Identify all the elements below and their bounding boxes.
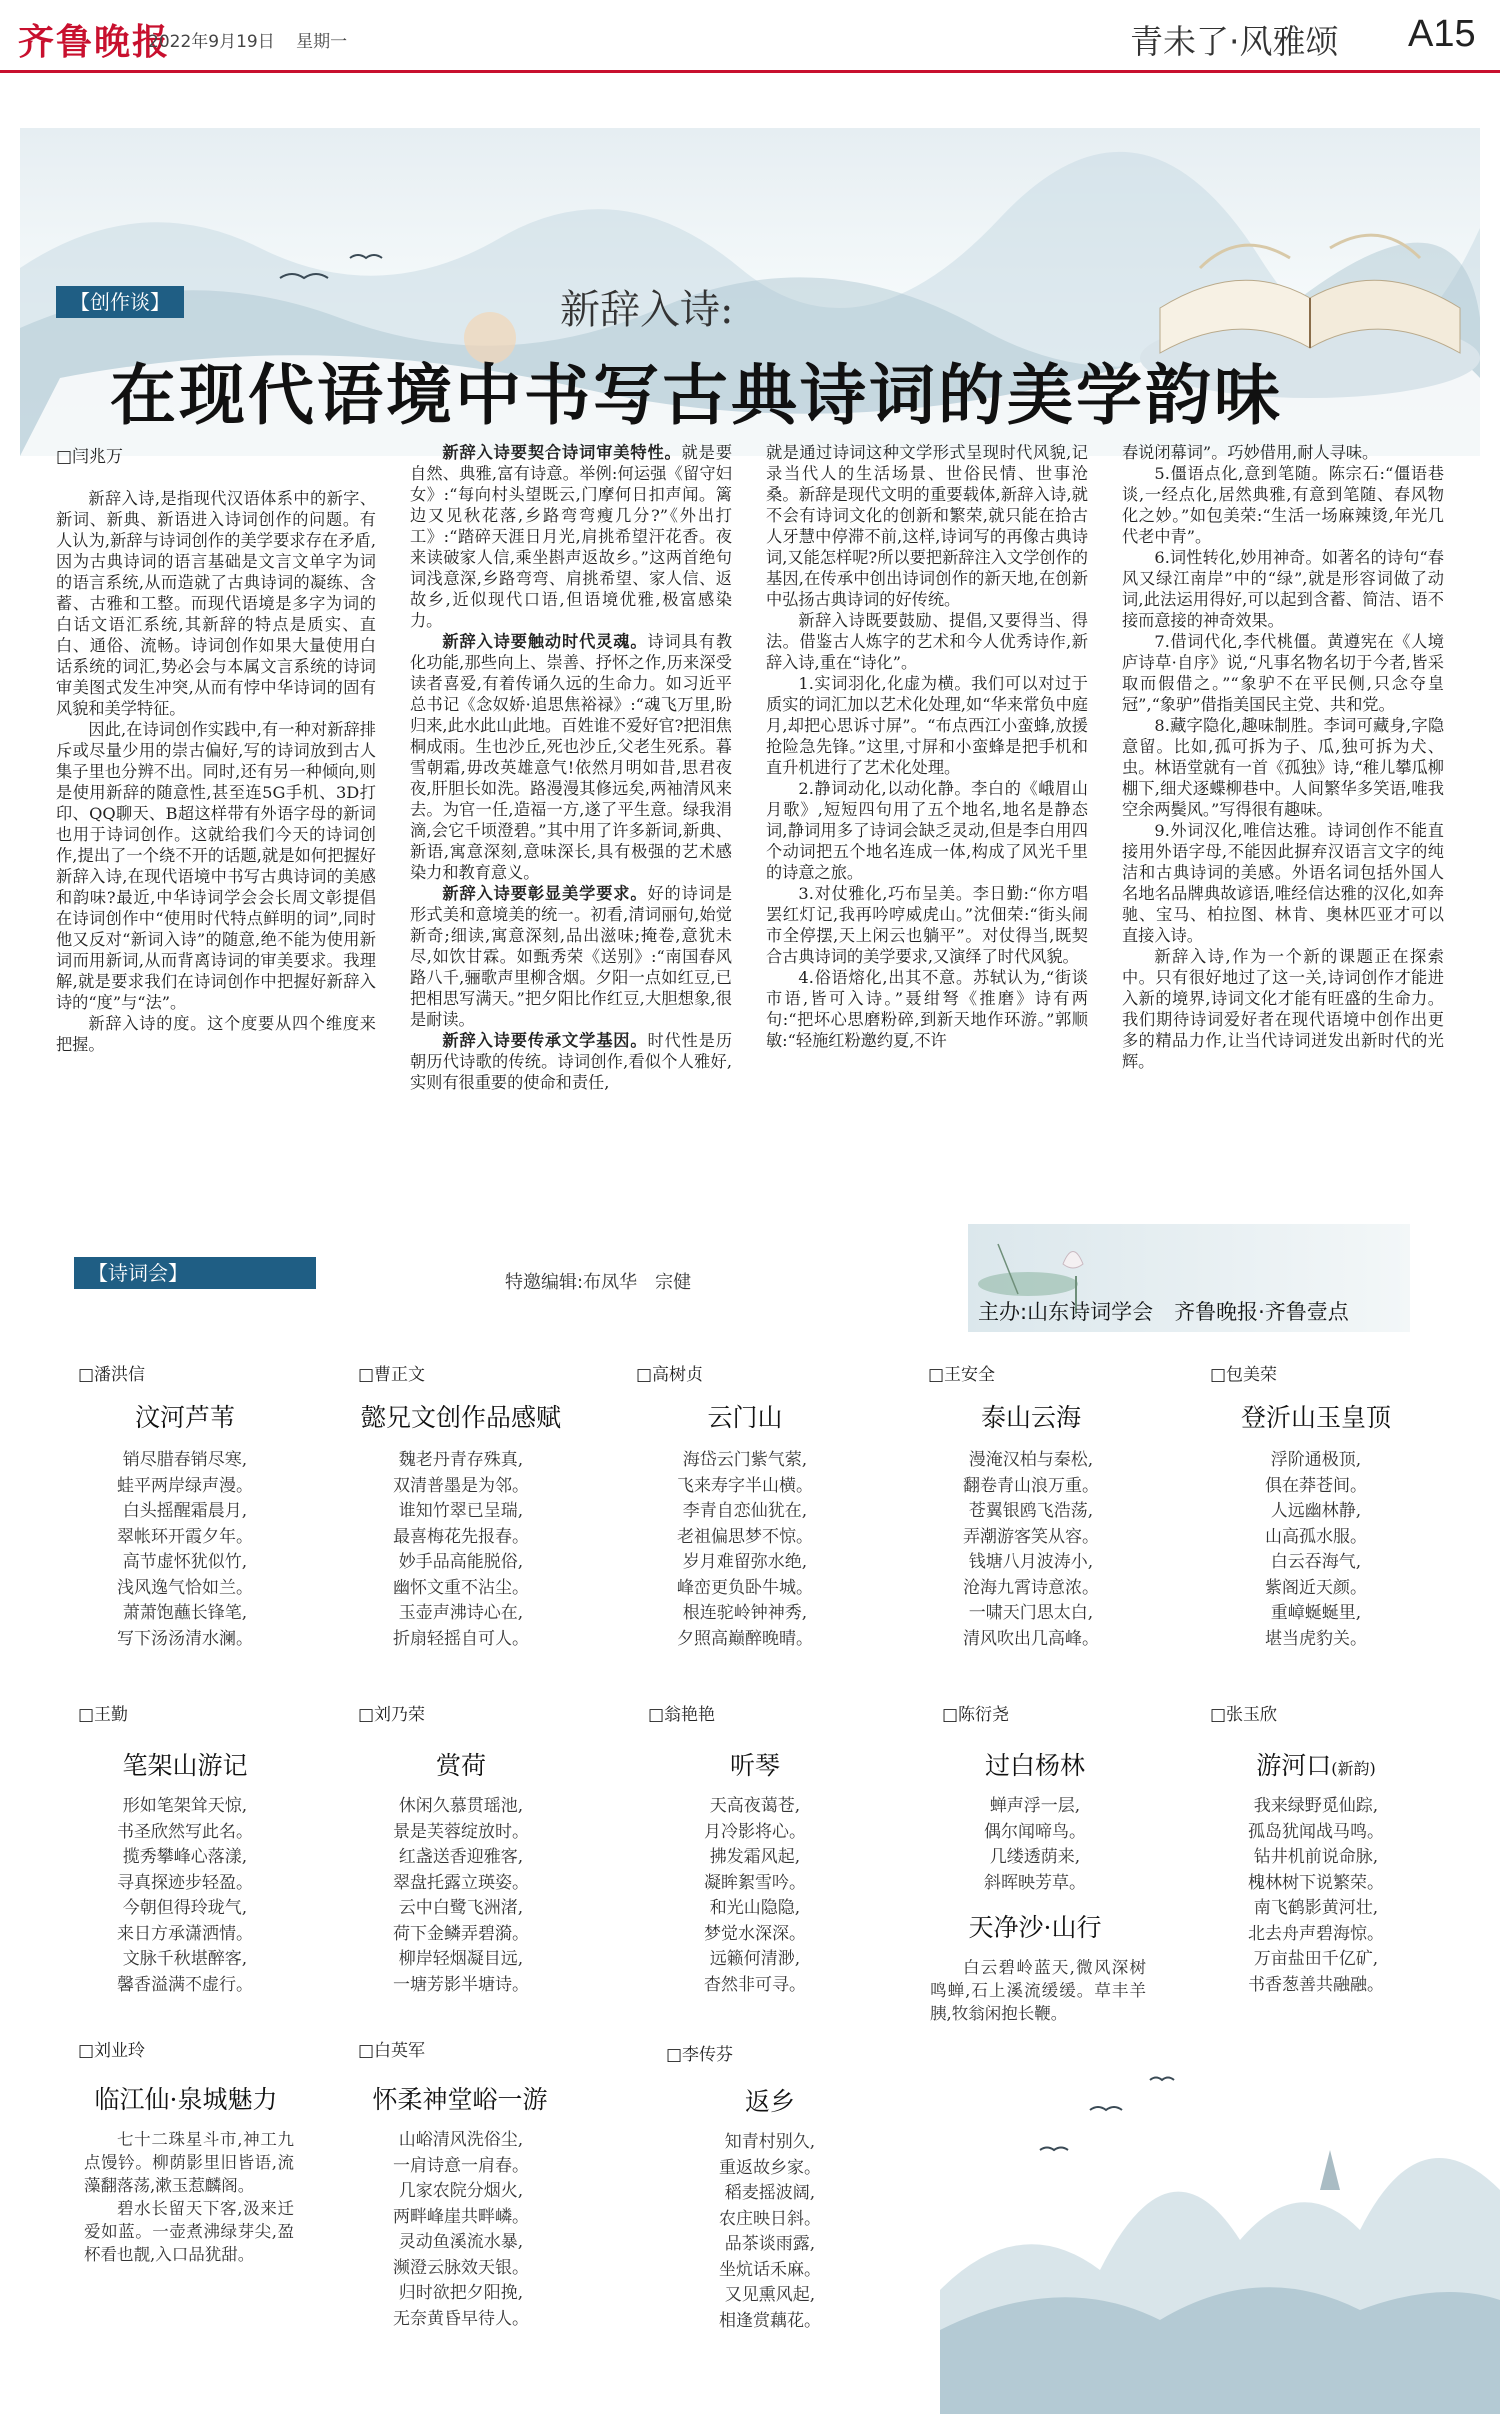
sponsor-text: 主办:山东诗词学会 齐鲁晚报·齐鲁壹点 [978, 1300, 1349, 1324]
poet-name: □翁艳艳 [648, 1705, 716, 1725]
article-paragraph: 新辞入诗,作为一个新的课题正在探索中。只有很好地过了这一关,诗词创作才能进入新的境界,诗词文化才能有旺盛的生命力。我们期待诗词爱好者在现代语境中创作出更多的精品力作,让当代诗词迸发出新时代的光辉。 [1122, 947, 1444, 1071]
mountain-illustration [940, 1990, 1500, 2414]
paragraph-text: 就是要自然、典雅,富有诗意。举例:何运强《留守妇女》:“每向村头望既云,门摩何日扣声闻。篱边又见秋花落,乡路弯弯瘦几分?”《外出打工》:“踏碎天涯日月光,肩挑希望汗花香。夜来读破家人信,乘坐斟声返故乡。”这两首绝句词浅意深,乡路弯弯、肩挑希望、家人信、返故乡,近似现代口语,但语境优雅,极富感染力。 [410, 443, 733, 630]
poem-body [660, 2130, 880, 2334]
poem-line: 萧萧饱蘸长锋笔, [122, 1603, 248, 1623]
poem-body [1196, 1448, 1436, 1652]
article-column-4 [1122, 442, 1444, 1072]
poem-line: 根连驼岭钟神秀, [682, 1603, 808, 1623]
poem-line: 又见熏风起, [724, 2285, 816, 2305]
article-paragraph: 因此,在诗词创作实践中,有一种对新辞排斥或尽量少用的崇古偏好,写的诗词放到古人集子里也分辨不出。同时,还有另一种倾向,则是使用新辞的随意性,甚至连5G手机、3D打印、QQ聊天、B超这样带有外语字母的新词也用于诗词创作。这就给我们今天的诗词创作,提出了一个绕不开的话题,就是如何把握好新辞入诗,在现代语境中书写古典诗词的美感和韵味?最近,中华诗词学会会长周文彰提倡在诗词创作中“使用时代特点鲜明的词”,同时他又反对“新词入诗”的随意,绝不能为使用新词而用新词,从而背离诗词的审美要求。我理解,就是要求我们在诗词创作中把握好新辞入诗的“度”与“法”。 [56, 720, 376, 1012]
poem-body [346, 1448, 576, 1652]
landscape-illustration-lower [940, 1990, 1500, 2414]
poem-title: 懿兄文创作品感赋 [360, 1403, 561, 1432]
poem-line: 无奈黄昏早待人。 [393, 2308, 529, 2329]
page-number: A15 [1408, 13, 1476, 55]
article-paragraph: 8.藏字隐化,趣味制胜。李词可藏身,字隐意留。比如,孤可拆为子、瓜,独可拆为犬、虫。林语堂就有一首《孤独》诗,“稚儿攀瓜柳棚下,细犬逐蝶柳巷中。人间繁华多笑语,唯我空余两鬓风。”写得很有趣味。 [1122, 716, 1444, 819]
poem-line: 折扇轻摇自可人。 [393, 1628, 529, 1649]
poem-line: 海岱云门紫气萦, [682, 1450, 808, 1470]
article-author: □闫兆万 [56, 447, 124, 467]
article-title: 在现代语境中书写古典诗词的美学韵味 [110, 356, 1283, 434]
article-paragraph: 新辞入诗,是指现代汉语体系中的新字、新词、新典、新语进入诗词创作的问题。有人认为,新辞与诗词创作的美学要求存在矛盾,因为古典诗词的语言基础是文言文单字为词的语言系统,从而造就了古典诗词的凝练、含蓄、古雅和工整。而现代语境是多字为词的白话文语汇系统,其新辞的特点是质实、直白、通俗、流畅。诗词创作如果大量使用白话系统的词汇,势必会与本属文言系统的诗词审美图式发生冲突,从而有悖中华诗词的固有风貌和美学特征。 [56, 489, 376, 718]
poem-line: 知青村别久, [724, 2132, 816, 2152]
poem-line: 人远幽林静, [1270, 1501, 1362, 1521]
poem-line: 清风吹出几高峰。 [963, 1628, 1099, 1649]
poem-line: 销尽腊春销尽寒, [122, 1450, 248, 1470]
poem-line: 重嶂蜒蜒里, [1270, 1603, 1362, 1623]
poem-title-note: (新韵) [1331, 1759, 1376, 1778]
article-paragraph [410, 1030, 732, 1093]
poem-line: 北去舟声碧海惊。 [1248, 1923, 1384, 1944]
poem-prose: 碧水长留天下客,汲来迁爱如蓝。一壶煮沸绿芽尖,盈杯看也靓,入口品犹甜。 [84, 2199, 294, 2264]
poem-line: 天高夜蔼苍, [709, 1796, 801, 1816]
article-paragraph: 6.词性转化,妙用神奇。如著名的诗句“春风又绿江南岸”中的“绿”,就是形容词做了动词,此法运用得好,可以起到含蓄、简洁、语不接而意接的神奇效果。 [1122, 548, 1444, 630]
poem-line: 沧海九霄诗意浓。 [963, 1577, 1099, 1598]
poem-title: 云门山 [707, 1403, 783, 1432]
poet-name: □李传芬 [666, 2045, 734, 2065]
poem-line: 景是芙蓉绽放时。 [393, 1821, 529, 1842]
poem-line: 几缕透荫来, [989, 1847, 1081, 1867]
poem-line: 槐林树下说繁荣。 [1248, 1872, 1384, 1893]
newspaper-logo: 齐鲁晚报 [18, 21, 171, 63]
poet-name: □王勤 [78, 1705, 129, 1725]
poem-line: 最喜梅花先报春。 [393, 1526, 529, 1547]
poem-line: 漫淹汉柏与秦松, [968, 1450, 1094, 1470]
poem-title: 赏荷 [435, 1751, 486, 1780]
poem-line: 稻麦摇波阔, [724, 2183, 816, 2203]
poem-line: 我来绿野觅仙踪, [1253, 1796, 1379, 1816]
poet-name: □白英军 [358, 2041, 426, 2061]
poem-line: 万亩盐田千亿矿, [1253, 1949, 1379, 1969]
poem-line: 红盏送香迎雅客, [398, 1847, 524, 1867]
poet-name: □高树贞 [636, 1365, 704, 1385]
poem-line: 谁知竹翠已呈瑞, [398, 1501, 524, 1521]
poem-line: 馨香溢满不虚行。 [117, 1974, 253, 1995]
poem-line: 俱在莽苍间。 [1265, 1475, 1367, 1496]
poem-title: 怀柔神堂峪一游 [372, 2085, 548, 2114]
article-paragraph: 4.俗语熔化,出其不意。苏轼认为,“街谈市语,皆可入诗。”聂绀弩《推磨》诗有两句:“把坏心思磨粉碎,到新天地作环游。”郭顺敏:“轻施红粉邀约夏,不许 [766, 968, 1088, 1050]
poem-line: 休闲久慕贯瑶池, [398, 1796, 524, 1816]
paragraph-text: 诗词具有教化功能,那些向上、崇善、抒怀之作,历来深受读者喜爱,有着传诵久远的生命力。如习近平总书记《念奴娇·追思焦裕禄》:“魂飞万里,盼归来,此水此山此地。百姓谁不爱好官?把泪焦桐成雨。生也沙丘,死也沙丘,父老生死系。暮雪朝霜,毋改英雄意气!依然月明如昔,思君夜夜,肝胆长如洗。路漫漫其修远矣,两袖清风来去。为官一任,造福一方,遂了平生意。绿我涓滴,会它千顷澄碧。”其中用了许多新词,新典、新语,寓意深刻,意味深长,具有极强的艺术感染力和教育意义。 [410, 632, 733, 882]
poem-line: 双清普墨是为邻。 [393, 1475, 529, 1496]
paragraph-text: 好的诗词是形式美和意境美的统一。初看,清词丽句,始觉新奇;细读,寓意深刻,品出滋味;掩卷,意犹未尽,如饮甘霖。如甄秀荣《送别》:“南国春风路八千,骊歌声里柳含烟。夕阳一点如红豆,已把相思写满天。”把夕阳比作红豆,大胆想象,很是耐读。 [410, 884, 733, 1029]
poem-line: 相逢赏藕花。 [719, 2310, 821, 2331]
poem-line: 山高孤水服。 [1265, 1526, 1367, 1547]
poem-prose: 七十二珠星斗市,神工九点馒钤。柳荫影里旧皆语,流藻翻落荡,漱玉惹麟阁。 [84, 2130, 294, 2195]
poem-line: 远籁何清渺, [709, 1949, 801, 1969]
article-paragraph [410, 442, 732, 631]
guest-editors: 特邀编辑:布凤华 宗健 [505, 1272, 692, 1293]
poem-body [916, 1448, 1146, 1652]
article-subtitle: 新辞入诗: [560, 287, 734, 333]
poem-line: 夕照高巅醉晚晴。 [677, 1628, 813, 1649]
poet-name: □王安全 [928, 1365, 996, 1385]
poem-line: 老祖偏思梦不惊。 [677, 1526, 813, 1547]
poem-line: 山峪清风洗俗尘, [398, 2130, 524, 2150]
poem-line: 峰峦更负卧牛城。 [677, 1577, 813, 1598]
poem-title: 泰山云海 [980, 1403, 1081, 1432]
poem-line: 飞来寿字半山横。 [677, 1475, 813, 1496]
poem-line: 形如笔架耸天惊, [122, 1796, 248, 1816]
poem-line: 和光山隐隐, [709, 1898, 801, 1918]
poem-line: 濒澄云脉效天银。 [393, 2257, 529, 2278]
paragraph-lead: 新辞入诗要传承文学基因。 [442, 1031, 648, 1050]
poet-name: □刘业玲 [78, 2041, 146, 2061]
article-paragraph: 3.对仗雅化,巧布呈美。李日勤:“你方唱罢红灯记,我再吟哼威虎山。”沈佃荣:“街头闹市全停摆,天上闲云也躺平”。对仗得当,既契合古典诗词的美学要求,又演绎了时代风貌。 [766, 884, 1088, 966]
poem-line: 归时欲把夕阳挽, [398, 2283, 524, 2303]
poem-title: 登沂山玉皇顶 [1240, 1403, 1391, 1432]
poem-line: 书圣欣然写此名。 [117, 1821, 253, 1842]
issue-date-text: 2022年9月19日 [148, 32, 275, 52]
poem-line: 幽怀文重不沾尘。 [393, 1577, 529, 1598]
article-paragraph: 就是通过诗词这种文学形式呈现时代风貌,记录当代人的生活场景、世俗民情、世事沧桑。新辞是现代文明的重要载体,新辞入诗,就不会有诗词文化的创新和繁荣,就只能在拾古人牙慧中停滞不前,这样,诗词写的再像古典诗词,又能怎样呢?所以要把新辞注入文学创作的基因,在传承中创出诗词创作的新天地,在创新中弘扬古典诗词的好传统。 [766, 443, 1088, 609]
poem-line: 浅风逸气恰如兰。 [117, 1577, 253, 1598]
poem-prose: 白云碧岭蓝天,微风深树鸣蝉,石上溪流缓缓。草丰羊胰,牧翁闲抱长鞭。 [930, 1958, 1146, 2023]
poem-line: 文脉千秋堪醉客, [122, 1949, 248, 1969]
poem-line: 拂发霜风起, [709, 1847, 801, 1867]
poem-line: 堪当虎豹关。 [1265, 1628, 1367, 1649]
article-paragraph: 9.外词汉化,唯信达雅。诗词创作不能直接用外语字母,不能因此摒弃汉语言文字的纯洁和古典诗词的美感。外语名词包括外国人名地名品牌典故谚语,唯经信达雅的汉化,如奔驰、宝马、柏拉图、林肯、奥林匹亚才可以直接入诗。 [1122, 821, 1444, 945]
article-paragraph: 5.僵语点化,意到笔随。陈宗石:“僵语巷谈,一经点化,居然典雅,有意到笔随、春风物化之妙。”如包美荣:“生活一场麻辣烫,年光几代老中青”。 [1122, 464, 1444, 546]
poem-line: 几家农院分烟火, [398, 2181, 524, 2201]
poem-line: 一啸天门思太白, [968, 1603, 1094, 1623]
article-section-tag: 【创作谈】 [56, 286, 184, 318]
poem-line: 孤岛犹闻战马鸣。 [1248, 1821, 1384, 1842]
poem-line: 钻井机前说命脉, [1253, 1847, 1379, 1867]
poem-title [1196, 1746, 1436, 1782]
article-paragraph: 2.静词动化,以动化静。李白的《峨眉山月歌》,短短四句用了五个地名,地名是静态词,静词用多了诗词会缺乏灵动,但是李白用四个动词把五个地名连成一体,构成了风光千里的诗意之旅。 [766, 779, 1088, 882]
poem-body [346, 1794, 576, 1998]
poem-line: 蛙平两岸绿声漫。 [117, 1475, 253, 1496]
poem-body [1196, 1794, 1436, 1998]
paragraph-lead: 新辞入诗要彰显美学要求。 [442, 884, 648, 903]
poem-line: 书香葱善共融融。 [1248, 1974, 1384, 1995]
poem-line: 农庄映日斜。 [719, 2208, 821, 2229]
poem-line: 柳岸轻烟凝目远, [398, 1949, 524, 1969]
poetry-section-tag: 【诗词会】 [74, 1257, 316, 1289]
poem-title: 听琴 [729, 1751, 780, 1780]
poem-line: 苍翼银鸥飞浩荡, [968, 1501, 1094, 1521]
article-column-1 [56, 488, 376, 1055]
poem-line: 凝眸絮雪吟。 [704, 1872, 806, 1893]
poem-body [640, 1794, 870, 1998]
poem-line: 妙手品高能脱俗, [398, 1552, 524, 1572]
article-paragraph: 新辞入诗的度。这个度要从四个维度来把握。 [56, 1014, 376, 1054]
poem-line: 高节虚怀犹似竹, [122, 1552, 248, 1572]
poem-line: 魏老丹青存殊真, [398, 1450, 524, 1470]
poem-title: 天净沙·山行 [968, 1913, 1102, 1942]
poem-line: 品茶谈雨露, [724, 2234, 816, 2254]
article-column-2 [410, 442, 732, 1093]
article-column-3 [766, 442, 1088, 1051]
poet-name: □张玉欣 [1210, 1705, 1278, 1725]
poem-line: 梦觉水深深。 [704, 1923, 806, 1944]
section-name: 青未了·风雅颂 [1130, 22, 1339, 61]
issue-weekday: 星期一 [296, 32, 348, 52]
poet-name: □潘洪信 [78, 1365, 146, 1385]
poem-line: 月冷影将心。 [704, 1821, 806, 1842]
poem-line: 白云吞海气, [1270, 1552, 1362, 1572]
poem-line: 来日方承潇洒情。 [117, 1923, 253, 1944]
poem-line: 寻真探迹步轻盈。 [117, 1872, 253, 1893]
poet-name: □刘乃荣 [358, 1705, 426, 1725]
poem-line: 南飞鹤影黄河壮, [1253, 1898, 1379, 1918]
poem-title: 过白杨林 [984, 1751, 1085, 1780]
poem-line: 钱塘八月波涛小, [968, 1552, 1094, 1572]
poem-body [70, 1448, 300, 1652]
poem-line: 翻卷青山浪万重。 [963, 1475, 1099, 1496]
poem-line: 灵动鱼溪流水暴, [398, 2232, 524, 2252]
poem-line: 玉壶声沸诗心在, [398, 1603, 524, 1623]
poem-line: 今朝但得玲珑气, [122, 1898, 248, 1918]
poem-title: 汶河芦苇 [134, 1403, 235, 1432]
poem-line: 斜晖映芳草。 [984, 1872, 1086, 1893]
poem-line: 重返故乡家。 [719, 2157, 821, 2178]
article-paragraph: 7.借词代化,李代桃僵。黄遵宪在《人境庐诗草·自序》说,“凡事名物名切于今者,皆采取而假借之。”“象驴不在平民侧,只念夺皇冠”,“象驴”借指美国民主党、共和党。 [1122, 632, 1444, 714]
poem-title-text: 游河口 [1256, 1751, 1332, 1780]
poet-name: □陈衍尧 [942, 1705, 1010, 1725]
poem-line: 岁月难留弥水绝, [682, 1552, 808, 1572]
paragraph-lead: 新辞入诗要触动时代灵魂。 [442, 632, 648, 651]
poem-line: 两畔峰崖共畔嶙。 [393, 2206, 529, 2227]
poem-line: 翠盘托露立瑛姿。 [393, 1872, 529, 1893]
poem-body [630, 1448, 860, 1652]
poem-title: 返乡 [744, 2087, 795, 2116]
poem-title: 临江仙·泉城魅力 [94, 2085, 278, 2114]
poem-body [346, 2128, 576, 2332]
issue-date [148, 27, 347, 52]
article-paragraph: 1.实词羽化,化虚为横。我们可以对过于质实的词汇加以艺术化处理,如“华来常负中庭月,却把心思诉寸屏”。“布点西江小蛮蜂,放援抢险急先锋。”这里,寸屏和小蛮蜂是把手机和直升机进行了艺术化处理。 [766, 674, 1088, 777]
article-paragraph: 新辞入诗既要鼓励、提倡,又要得当、得法。借鉴古人炼字的艺术和今人优秀诗作,新辞入诗,重在“诗化”。 [766, 611, 1088, 672]
poem-line: 翠帐环开霞夕年。 [117, 1526, 253, 1547]
poem-body [84, 2128, 294, 2266]
poem-body [920, 1794, 1150, 1896]
poem-line: 云中白鹭飞洲渚, [398, 1898, 524, 1918]
paragraph-lead: 新辞入诗要契合诗词审美特性。 [442, 443, 682, 462]
article-paragraph: 春说闭幕词”。巧妙借用,耐人寻味。 [1122, 443, 1379, 462]
poem-line: 弄潮游客笑从容。 [963, 1526, 1099, 1547]
poem-line: 坐炕话禾麻。 [719, 2259, 821, 2280]
poem-line: 蝉声浮一层, [989, 1796, 1081, 1816]
poem-line: 揽秀攀峰心落漾, [122, 1847, 248, 1867]
poem-line: 杳然非可寻。 [704, 1974, 806, 1995]
poem-body [70, 1794, 300, 1998]
poem-line: 一肩诗意一肩春。 [393, 2155, 529, 2176]
poem-line: 一塘芳影半塘诗。 [393, 1974, 529, 1995]
article-paragraph [410, 883, 732, 1030]
poem-line: 浮阶通极顶, [1270, 1450, 1362, 1470]
poem-line: 荷下金鳞弄碧漪。 [393, 1923, 529, 1944]
poet-name: □包美荣 [1210, 1365, 1278, 1385]
article-paragraph [410, 631, 732, 883]
poem-title: 笔架山游记 [122, 1751, 248, 1780]
poet-name: □曹正文 [358, 1365, 426, 1385]
paragraph-text: 时代性是历朝历代诗歌的传统。诗词创作,看似个人雅好,实则有很重要的使命和责任, [410, 1031, 733, 1092]
poem-line: 李青自恋仙犹在, [682, 1501, 808, 1521]
poem-line: 紫阁近天颜。 [1265, 1577, 1367, 1598]
sponsor-box [968, 1224, 1410, 1332]
poem-line: 写下汤汤清水澜。 [117, 1628, 253, 1649]
poem-line: 白头摇醒霜晨月, [122, 1501, 248, 1521]
poem-line: 偶尔闻啼鸟。 [984, 1821, 1086, 1842]
